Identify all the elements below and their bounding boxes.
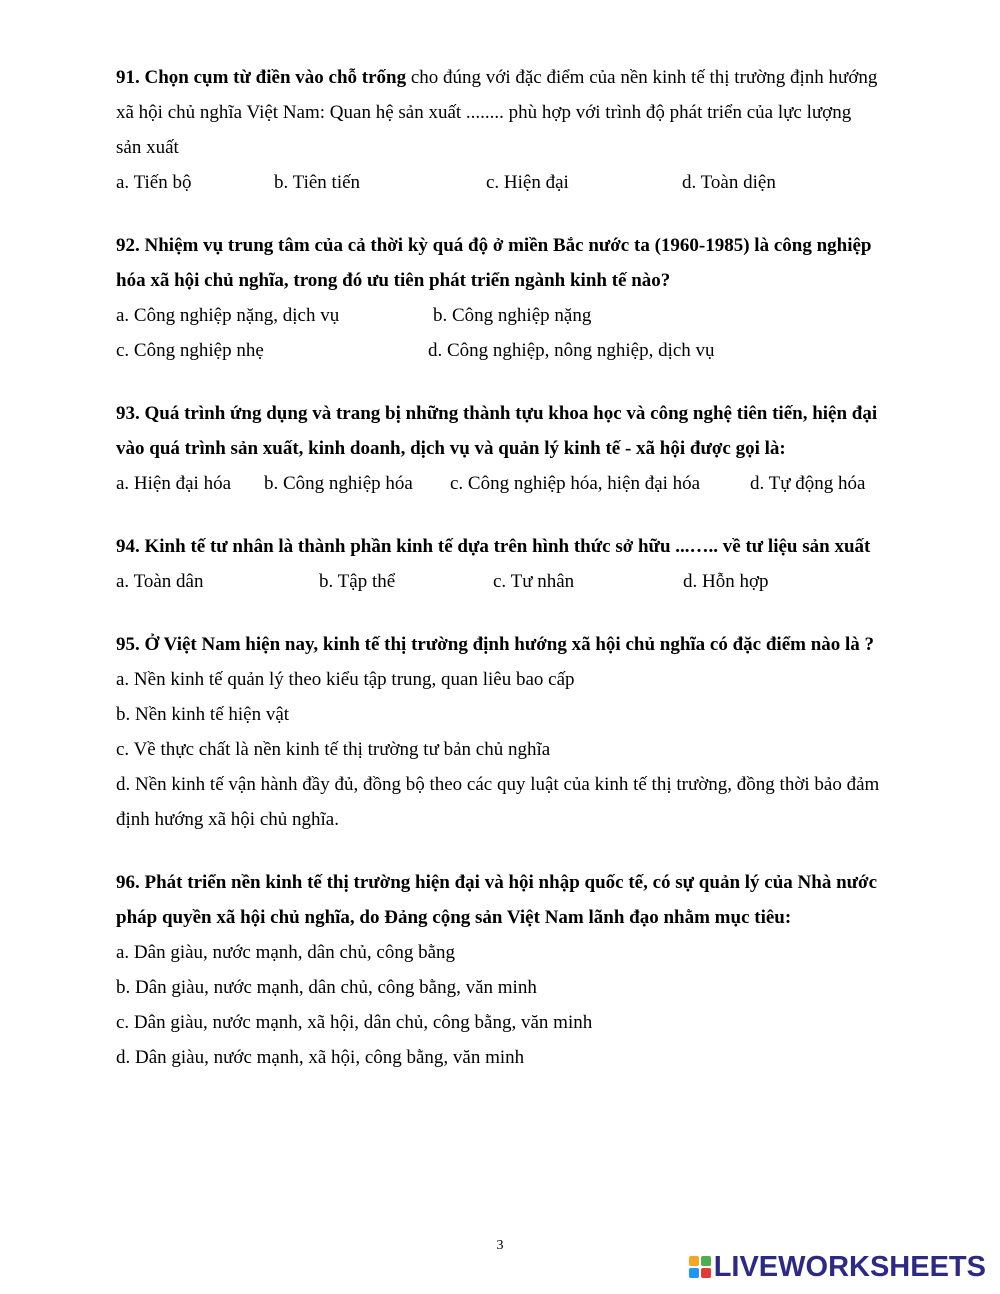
question-stem-bold: Phát triển nền kinh tế thị trường hiện đại và hội nhập quốc tế, có sự quản lý của Nhà nước [144, 872, 878, 893]
answer-option-c[interactable]: c. Về thực chất là nền kinh tế thị trường tư bản chủ nghĩa [116, 739, 551, 760]
question-number: 94. [116, 536, 140, 557]
question-stem-bold: hóa xã hội chủ nghĩa, trong đó ưu tiên phát triển ngành kinh tế nào? [116, 270, 671, 291]
question-number: 95. [116, 634, 140, 655]
answer-option-b[interactable]: b. Công nghiệp nặng [433, 305, 592, 326]
question-stem-text: cho đúng với đặc điểm của nền kinh tế thị trường định hướng [406, 67, 878, 88]
question-stem-text: sản xuất [116, 137, 179, 158]
answer-option-a[interactable]: a. Công nghiệp nặng, dịch vụ [116, 305, 340, 326]
answer-option-d-continued[interactable]: định hướng xã hội chủ nghĩa. [116, 809, 339, 830]
answer-option-a[interactable]: a. Hiện đại hóa [116, 473, 232, 494]
answer-option-c[interactable]: c. Dân giàu, nước mạnh, xã hội, dân chủ, công bằng, văn minh [116, 1012, 593, 1033]
question-93 [116, 396, 946, 501]
page-number: 3 [496, 1238, 504, 1253]
answer-options [116, 298, 946, 333]
question-stem-bold: Quá trình ứng dụng và trang bị những thành tựu khoa học và công nghệ tiên tiến, hiện đại [144, 403, 878, 424]
question-stem-bold: Ở Việt Nam hiện nay, kinh tế thị trường định hướng xã hội chủ nghĩa có đặc điểm nào là ? [144, 634, 875, 655]
answer-option-d[interactable]: d. Toàn diện [682, 172, 776, 193]
answer-option-b[interactable]: b. Dân giàu, nước mạnh, dân chủ, công bằng, văn minh [116, 977, 537, 998]
answer-options [116, 564, 946, 599]
worksheet-page [116, 60, 946, 1103]
answer-option-d[interactable]: d. Dân giàu, nước mạnh, xã hội, công bằng, văn minh [116, 1047, 525, 1068]
answer-option-c[interactable]: c. Hiện đại [486, 172, 569, 193]
brand-name: LIVEWORKSHEETS [713, 1250, 986, 1283]
answer-option-c[interactable]: c. Công nghiệp hóa, hiện đại hóa [450, 473, 701, 494]
question-stem-text: xã hội chủ nghĩa Việt Nam: Quan hệ sản xuất ........ phù hợp với trình độ phát triển của lực lượng [116, 102, 852, 123]
question-91 [116, 60, 946, 200]
logo-square [689, 1268, 699, 1278]
answer-option-b[interactable]: b. Tập thể [319, 571, 396, 592]
answer-option-a[interactable]: a. Toàn dân [116, 571, 204, 592]
question-95 [116, 627, 946, 837]
question-stem-bold: vào quá trình sản xuất, kinh doanh, dịch vụ và quản lý kinh tế - xã hội được gọi là: [116, 438, 786, 459]
answer-option-b[interactable]: b. Tiên tiến [274, 172, 361, 193]
answer-option-b[interactable]: b. Nền kinh tế hiện vật [116, 704, 290, 725]
question-stem-bold: Kinh tế tư nhân là thành phần kinh tế dựa trên hình thức sở hữu ...….. về tư liệu sản xuất [144, 536, 871, 557]
liveworksheets-icon [689, 1256, 711, 1278]
answer-option-d[interactable]: d. Tự động hóa [750, 473, 866, 494]
answer-option-d[interactable]: d. Công nghiệp, nông nghiệp, dịch vụ [428, 340, 715, 361]
question-92 [116, 228, 946, 368]
logo-square [701, 1268, 711, 1278]
answer-option-d[interactable]: d. Nền kinh tế vận hành đầy đủ, đồng bộ theo các quy luật của kinh tế thị trường, đồng thời bảo đảm [116, 774, 880, 795]
answer-option-a[interactable]: a. Dân giàu, nước mạnh, dân chủ, công bằng [116, 942, 456, 963]
answer-option-a[interactable]: a. Tiến bộ [116, 172, 192, 193]
question-stem-bold: Chọn cụm từ điền vào chỗ trống [144, 67, 407, 88]
answer-option-b[interactable]: b. Công nghiệp hóa [264, 473, 413, 494]
answer-options [116, 333, 946, 368]
question-number: 96. [116, 872, 140, 893]
question-stem-bold: pháp quyền xã hội chủ nghĩa, do Đảng cộng sản Việt Nam lãnh đạo nhằm mục tiêu: [116, 907, 792, 928]
question-number: 93. [116, 403, 140, 424]
question-stem-bold: Nhiệm vụ trung tâm của cả thời kỳ quá độ ở miền Bắc nước ta (1960-1985) là công nghiệp [144, 235, 872, 256]
answer-options [116, 165, 946, 200]
answer-options [116, 466, 946, 501]
question-number: 92. [116, 235, 140, 256]
answer-option-d[interactable]: d. Hỗn hợp [683, 571, 769, 592]
answer-option-c[interactable]: c. Tư nhân [493, 571, 575, 592]
liveworksheets-logo[interactable] [689, 1252, 986, 1282]
question-number: 91. [116, 67, 140, 88]
question-94 [116, 529, 946, 599]
question-96 [116, 865, 946, 1075]
answer-option-a[interactable]: a. Nền kinh tế quản lý theo kiểu tập trung, quan liêu bao cấp [116, 669, 575, 690]
logo-square [689, 1256, 699, 1266]
logo-square [701, 1256, 711, 1266]
answer-option-c[interactable]: c. Công nghiệp nhẹ [116, 340, 264, 361]
